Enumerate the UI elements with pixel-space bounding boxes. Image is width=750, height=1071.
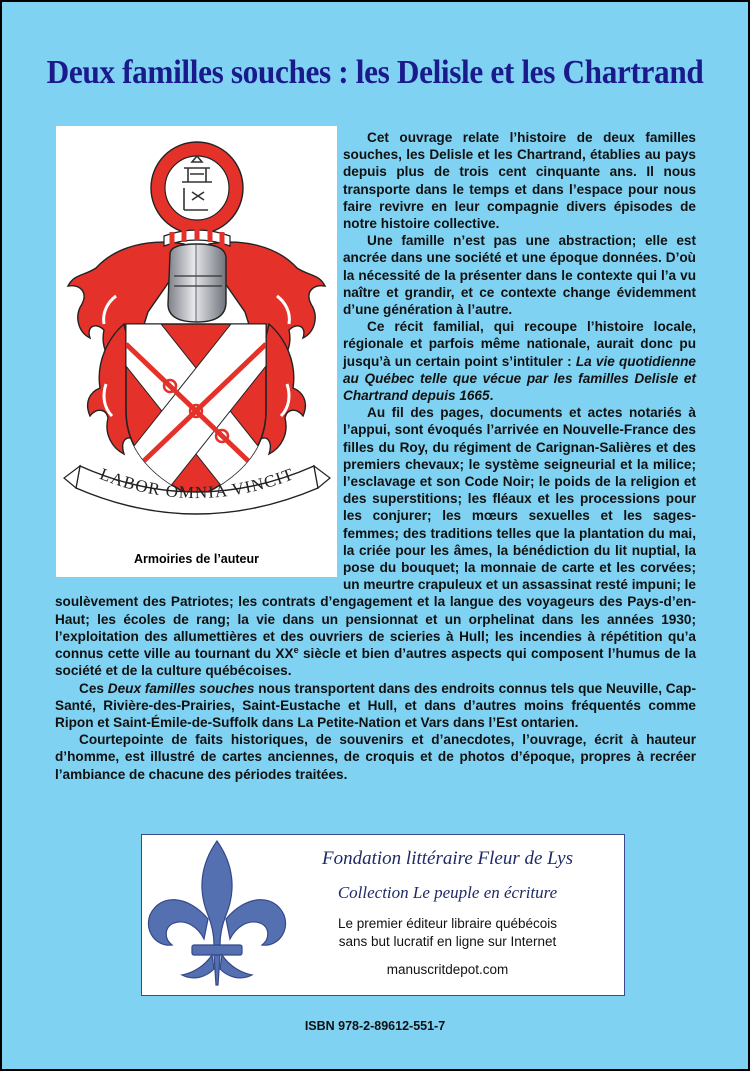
publisher-panel (141, 834, 625, 996)
paragraph-conclusion: Courtepointe de faits historiques, de souvenirs et d’anecdotes, l’ouvrage, écrit à hauteur d’homme, est illustré de cartes anciennes, de croquis et de photos d’époque, propres à recréer l’ambiance de chacune des périodes traitées. (55, 732, 696, 782)
fleur-de-lys-logo (142, 835, 292, 995)
paragraph-places: Ces Deux familles souches nous transportent dans des endroits connus tels que Neuville, Cap-Santé, Rivière-des-Prairies, Saint-Eustache et Hull, et dans d’autres moins fréquentés comme Ripon et Saint-Émile-de-Suffolk dans La Petite-Nation et Vars dans l’Est ontarien. (55, 680, 696, 730)
publisher-website: manuscritdepot.com (386, 962, 509, 977)
publisher-tagline-2: sans but lucratif en ligne sur Internet (338, 934, 557, 949)
paragraph-title-alternative: Ce récit familial, qui recoupe l’histoire locale, régionale et parfois même nationale, aurait donc pu jusqu’à un certain point s’intituler : La vie quotidienne au Québec telle que vécue par les familles Delisle et Chartrand depuis 1665. (343, 319, 696, 404)
paragraph-topics: Au fil des pages, documents et actes notariés à l’appui, sont évoqués l’arrivée en Nouvelle-France des filles du Roy, du régiment de Carignan-Salières et des premiers chevaux; le système seigneurial et la milice; l’esclavage et son Code Noir; le poids de la religion et des superstitions; les fléaux et les processions pour les conjurer; les mœurs sexuelles et les sages-femmes; des traditions telles que la plantation du mai, la criée pour les âmes, la bénédiction du lit nuptial, la pose du bouquet; la monnaie de carte et les corvées; un meurtre crapuleux et un assassinat resté impuni; le soulèvement des Patriotes; les contrats d’engagement et la langue des voyageurs des Pays-d’en-Haut; les écoles de rang; la vie dans un pensionnat et un orphelinat dans les années 1930; l’exploitation des allumettières et des ouvriers de scieries à Hull; les incendies à répétition qu’a connus cette ville au tournant du XXe siècle et bien d’autres aspects qui composent l’humus de la société et de la culture québécoises. (55, 405, 697, 679)
paragraph-context: Une famille n’est pas une abstraction; elle est ancrée dans une société et une époque données. D’où la nécessité de la présenter dans le contexte qui l’a vu naître et grandir, et ce contexte change évidemment d’une génération à l’autre. (343, 233, 696, 318)
collection-name: Collection Le peuple en écriture (337, 883, 558, 902)
paragraph-intro: Cet ouvrage relate l’histoire de deux familles souches, les Delisle et les Chartrand, établies au pays depuis plus de trois cent cinquante ans. Il nous transporte dans le temps et dans l’espace pour nous faire revivre en leur compagnie divers épisodes de notre histoire collective. (343, 130, 696, 232)
publisher-tagline-1: Le premier éditeur libraire québécois (337, 916, 558, 931)
arms-caption: Armoiries de l’auteur (133, 552, 260, 566)
back-cover-text (55, 129, 696, 783)
motto-text: LABOR OMNIA VINCIT (97, 464, 297, 503)
isbn: ISBN 978-2-89612-551-7 (304, 1019, 446, 1033)
book-back-cover (2, 2, 748, 1069)
publisher-name: Fondation littéraire Fleur de Lys (322, 848, 573, 869)
book-title: Deux familles souches : les Delisle et les Chartrand (46, 54, 704, 91)
